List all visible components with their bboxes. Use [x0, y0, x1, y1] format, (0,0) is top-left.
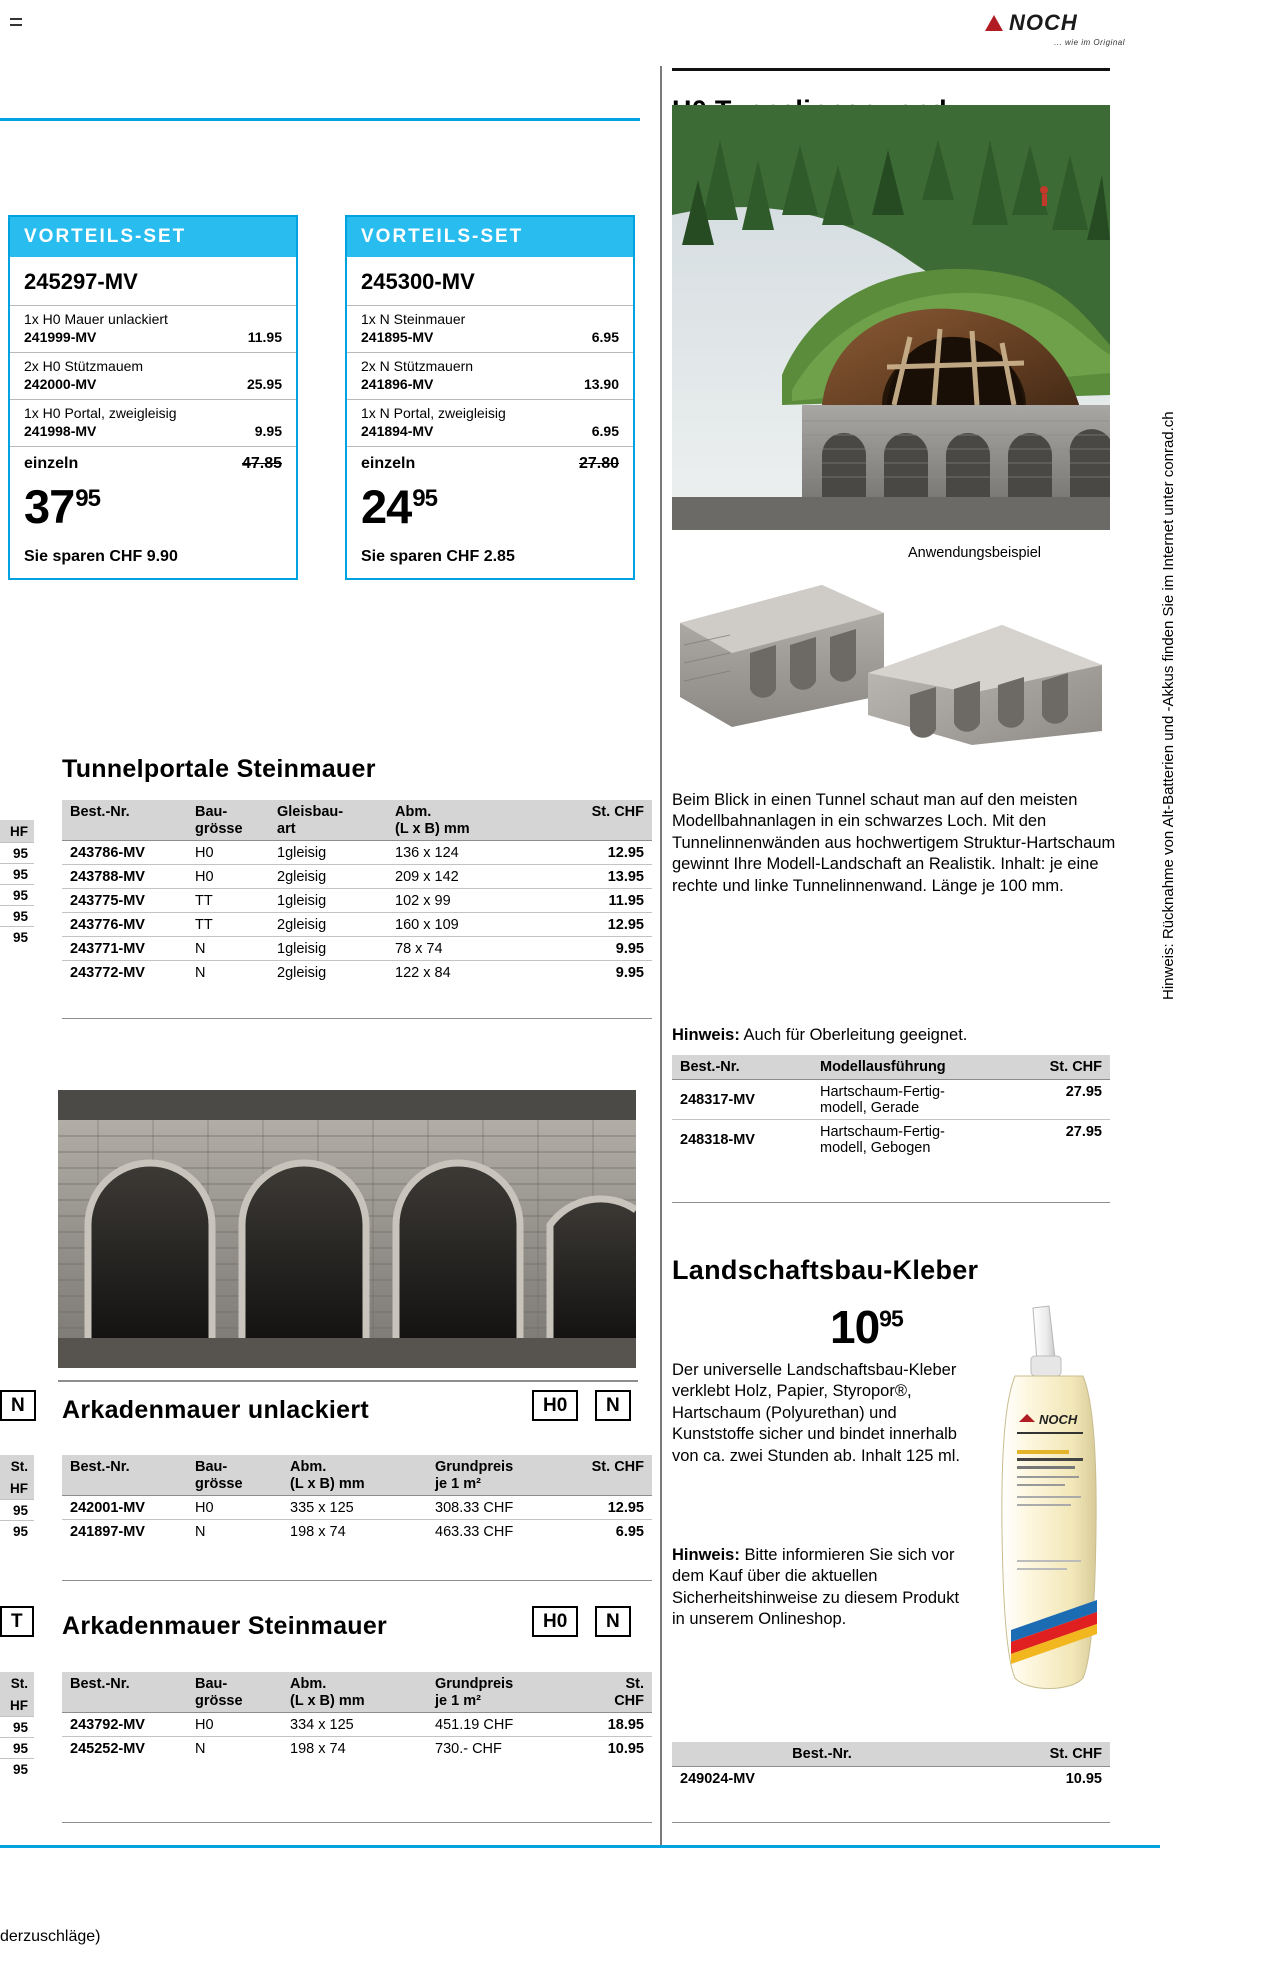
hint-label: Hinweis:	[672, 1026, 740, 1044]
set-price: $37^{95}$	[24, 480, 100, 533]
arkadenmauer-photo	[58, 1090, 636, 1368]
svg-text:NOCH: NOCH	[1039, 1412, 1078, 1427]
tunnel-scene-illustration	[672, 105, 1110, 530]
edge-fragment-col-b: St. HF 95 95	[0, 1455, 34, 1541]
col-bestnr: Best.-Nr.	[70, 1459, 130, 1475]
vorteils-set-card	[8, 215, 298, 580]
product-pieces-illustration	[672, 545, 1112, 745]
vorteils-set-item	[10, 399, 296, 446]
einzeln-label: einzeln	[24, 455, 79, 472]
vorteils-set-article: 245300-MV	[361, 269, 475, 294]
col-stchf: St. CHF	[591, 804, 644, 820]
side-note: Hinweis: Rücknahme von Alt-Batterien und -Akkus finden Sie im Internet unter conrad.ch	[1160, 411, 1177, 1000]
hint-label: Hinweis:	[672, 1546, 740, 1564]
col-bestnr: Best.-Nr.	[70, 804, 130, 820]
bottom-rule	[0, 1845, 1160, 1848]
table-header-row: Best.-Nr. Modellausführung St. CHF	[672, 1055, 1110, 1079]
table-row: 243788-MV H0 2gleisig 209 x 142 13.95	[62, 865, 652, 889]
edge-badge-tt: T	[0, 1606, 34, 1637]
tunnelinnenwand-product-photo	[672, 545, 1112, 745]
table-arkaden-unlackiert	[62, 1455, 652, 1543]
savings-text: Sie sparen CHF 2.85	[361, 548, 515, 565]
badge-h0: H0	[532, 1390, 578, 1421]
einzeln-row	[10, 446, 296, 477]
edge-badge-n: N	[0, 1390, 36, 1421]
table-row: 243786-MV H0 1gleisig 136 x 124 12.95	[62, 841, 652, 865]
item-desc: 1x N Steinmauer	[361, 311, 466, 327]
table-row: 243775-MV TT 1gleisig 102 x 99 11.95	[62, 889, 652, 913]
table-header-row: Best.-Nr. St. CHF	[672, 1742, 1110, 1766]
glue-bottle-illustration	[975, 1300, 1120, 1700]
footer-fragment: derzuschläge)	[0, 1928, 101, 1945]
table-header-row: Best.-Nr. Bau- grösse Gleisbau- art Abm. (L x B) mm St. CHF	[62, 800, 652, 841]
vorteils-set-header: VORTEILS-SET	[10, 217, 296, 257]
vorteils-set-item	[347, 399, 633, 446]
einzeln-row	[347, 446, 633, 477]
section-title-arkaden-steinmauer: Arkadenmauer Steinmauer	[62, 1612, 388, 1640]
crop-mark-2	[10, 24, 22, 26]
table-tunnelinnenwand	[672, 1055, 1110, 1159]
item-art: 241999-MV	[24, 329, 97, 345]
kleber-hint	[672, 1545, 967, 1631]
item-desc: 1x H0 Mauer unlackiert	[24, 311, 168, 327]
kleber-bottle-photo	[975, 1300, 1120, 1700]
table-bottom-rule-2	[62, 1580, 652, 1581]
vorteils-set-item	[347, 305, 633, 352]
table-row: 243776-MV TT 2gleisig 160 x 109 12.95	[62, 913, 652, 937]
set-price: $24^{95}$	[361, 480, 437, 533]
einzeln-label: einzeln	[361, 455, 416, 472]
col-abm: Abm.	[395, 804, 432, 820]
einzeln-price: 47.85	[241, 455, 282, 472]
top-rule	[0, 118, 640, 121]
table-row: 243771-MV N 1gleisig 78 x 74 9.95	[62, 937, 652, 961]
logo-tagline: ... wie im Original	[1054, 38, 1125, 47]
vorteils-set-header: VORTEILS-SET	[347, 217, 633, 257]
tunnelinnenwand-description: Beim Blick in einen Tunnel schaut man auf den meisten Modellbahnanlagen in ein schwarzes Loch. Mit den Tunnelinnenwänden aus hochwertigem Struktur-Hartschaum gewinnt Ihre Modell-Landschaft an Realistik. Inhalt: je eine rechte und linke Tunnelinnenwand. Länge je 100 mm.	[672, 791, 1116, 895]
tunnel-application-photo	[672, 105, 1110, 530]
item-desc: 2x H0 Stützmauem	[24, 358, 144, 374]
rule-above-arkaden1	[58, 1380, 638, 1382]
section-title-kleber: Landschaftsbau-Kleber	[672, 1255, 979, 1285]
item-art: 241895-MV	[361, 329, 434, 345]
item-art: 241998-MV	[24, 423, 97, 439]
item-price: 9.95	[254, 423, 282, 439]
vorteils-set-article: 245297-MV	[24, 269, 138, 294]
item-price: 6.95	[591, 423, 619, 439]
item-desc: 1x N Portal, zweigleisig	[361, 405, 506, 421]
kleber-description: Der universelle Landschaftsbau-Kleber verklebt Holz, Papier, Styropor®, Hartschaum (Polyurethan) und Kunststoffe sicher und bindet innerhalb von ca. zwei Stunden ab. Inhalt 125 ml.	[672, 1361, 961, 1465]
logo-triangle-icon	[985, 15, 1003, 31]
item-price: 25.95	[246, 376, 282, 392]
item-price: 13.90	[583, 376, 619, 392]
badge-n: N	[595, 1606, 631, 1637]
table-tunnelportale	[62, 800, 652, 984]
table-row: 242001-MV H0 335 x 125 308.33 CHF 12.95	[62, 1496, 652, 1520]
table-header-row: Best.-Nr. Bau- grösse Abm. (L x B) mm Grundpreis je 1 m² St. CHF	[62, 1455, 652, 1496]
item-desc: 1x H0 Portal, zweigleisig	[24, 405, 177, 421]
image-caption: Anwendungsbeispiel	[908, 545, 1042, 561]
badge-h0: H0	[532, 1606, 578, 1637]
item-price: 6.95	[591, 329, 619, 345]
einzeln-price: 27.80	[578, 455, 619, 472]
crop-mark	[10, 18, 22, 20]
col-gleisbauart: Gleisbau-	[277, 804, 344, 820]
table-row: 248317-MV Hartschaum-Fertig- modell, Gerade 27.95	[672, 1079, 1110, 1119]
right-top-rule	[672, 68, 1110, 71]
table-row: 248318-MV Hartschaum-Fertig- modell, Gebogen 27.95	[672, 1119, 1110, 1159]
col-baugroesse: Bau-	[195, 804, 228, 820]
vorteils-set-item	[10, 352, 296, 399]
kleber-price: $10^{95}$	[830, 1301, 903, 1353]
vorteils-set-card	[345, 215, 635, 580]
table-row: 249024-MV 10.95	[672, 1766, 1110, 1790]
vorteils-set-item	[347, 352, 633, 399]
item-art: 241896-MV	[361, 376, 434, 392]
logo-wordmark: NOCH	[1009, 10, 1078, 35]
vorteils-set-item	[10, 305, 296, 352]
hint-text: Auch für Oberleitung geeignet.	[743, 1026, 968, 1044]
table-row: 241897-MV N 198 x 74 463.33 CHF 6.95	[62, 1520, 652, 1544]
table-row: 243792-MV H0 334 x 125 451.19 CHF 18.95	[62, 1713, 652, 1737]
column-divider	[660, 66, 662, 1846]
table-bottom-rule-3	[62, 1822, 652, 1823]
arkadenmauer-illustration	[58, 1090, 636, 1368]
item-price: 11.95	[247, 329, 282, 345]
table-row: 245252-MV N 198 x 74 730.- CHF 10.95	[62, 1737, 652, 1761]
item-art: 242000-MV	[24, 376, 97, 392]
table-bottom-rule	[62, 1018, 652, 1019]
table-kleber	[672, 1742, 1110, 1790]
table-bottom-rule-4	[672, 1202, 1110, 1203]
table-bottom-rule-5	[672, 1822, 1110, 1823]
badge-n: N	[595, 1390, 631, 1421]
table-row: 243772-MV N 2gleisig 122 x 84 9.95	[62, 961, 652, 985]
hint-text: Bitte informieren Sie sich vor dem Kauf über die aktuellen Sicherheitshinweise zu diesem Produkt in unserem Onlineshop.	[672, 1546, 960, 1629]
edge-fragment-col-a: HF 95 95 95 95 95	[0, 820, 34, 947]
edge-fragment-col-c: St. HF 95 95 95	[0, 1672, 34, 1779]
section-title-tunnelportale: Tunnelportale Steinmauer	[62, 755, 376, 783]
tunnelinnenwand-hint	[672, 1025, 1120, 1046]
table-header-row: Best.-Nr. Bau- grösse Abm. (L x B) mm Grundpreis je 1 m² St. CHF	[62, 1672, 652, 1713]
item-desc: 2x N Stützmauern	[361, 358, 474, 374]
savings-text: Sie sparen CHF 9.90	[24, 548, 178, 565]
item-art: 241894-MV	[361, 423, 434, 439]
noch-logo	[985, 10, 1125, 56]
section-title-arkaden-unlackiert: Arkadenmauer unlackiert	[62, 1396, 370, 1424]
table-arkaden-steinmauer	[62, 1672, 652, 1760]
